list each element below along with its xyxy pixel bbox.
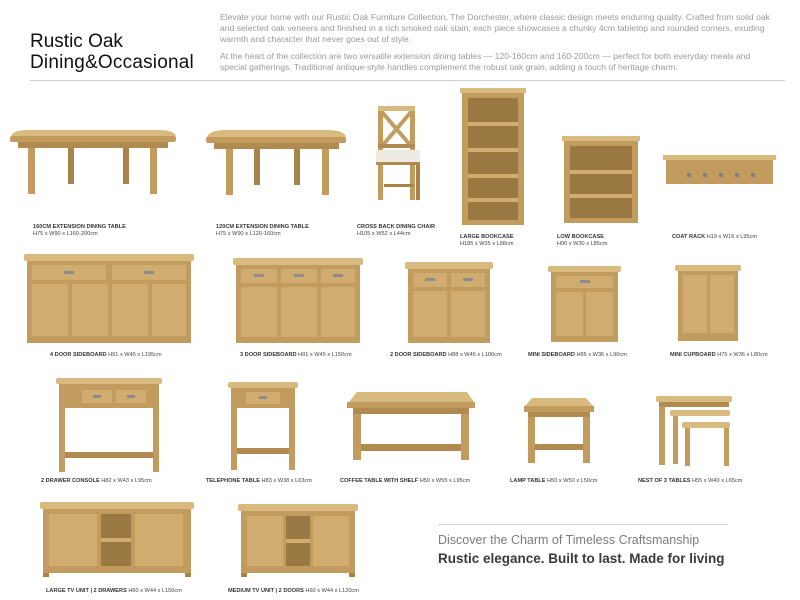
product-name: 3 DOOR SIDEBOARD [240, 352, 297, 358]
caption-telephone-table [206, 478, 312, 485]
caption-3-door-sideboard [240, 352, 352, 359]
header-divider [30, 80, 785, 81]
product-name: LARGE TV UNIT | 2 DRAWERS [46, 588, 127, 594]
product-name: CROSS BACK DINING CHAIR [357, 224, 436, 230]
caption-2-door-sideboard [390, 352, 502, 359]
product-dimensions: H19 x W16 x L95cm [706, 234, 758, 240]
product-dimensions: H75 x W90 x L160-200cm [33, 231, 98, 237]
caption-coat-rack [672, 234, 757, 241]
product-4-door-sideboard [24, 254, 196, 346]
product-dimensions: H60 x W44 x L120cm [305, 588, 359, 594]
caption-medium-tv-unit [228, 588, 359, 595]
product-medium-tv-unit [238, 504, 360, 578]
intro-paragraph-1: Elevate your home with our Rustic Oak Furniture Collection, The Dorchester, where classic design meets enduring quality. Crafted from solid oak and selected oak veneers and finished in a rich smoked oak stain, each piece showcases a chunky 4cm tabletop and rounded corners, exuding warmth and character that never goes out of style. [220, 12, 770, 44]
product-dimensions: H75 x W90 x L120-160cm [216, 231, 281, 237]
console-table-image [56, 378, 164, 474]
product-telephone-table [228, 382, 300, 472]
product-nest-of-tables [656, 396, 736, 468]
product-dimensions: H85 x W36 x L90cm [576, 352, 627, 358]
product-name: MINI SIDEBOARD [528, 352, 575, 358]
product-name: LARGE BOOKCASE [460, 234, 514, 240]
product-name: MINI CUPBOARD [670, 352, 716, 358]
dining-chair-image [374, 106, 424, 202]
intro-paragraph-2: At the heart of the collection are two versatile extension dining tables — 120-160cm and 160-200cm — perfect for both everyday meals and special gatherings. Traditional antique-style handles complement the robust oak grain, adding a touch of heritage charm. [220, 50, 751, 72]
caption-low-bookcase [557, 234, 607, 248]
caption-large-bookcase [460, 234, 513, 248]
product-dimensions: H55 x W40 x L65cm [691, 478, 743, 484]
product-lamp-table [522, 396, 596, 466]
large-bookcase-image [460, 88, 528, 228]
product-coat-rack [663, 155, 778, 187]
product-name: 120CM EXTENSION DINING TABLE [216, 224, 309, 230]
dining-table-160-image [8, 128, 178, 198]
mini-cupboard-image [675, 265, 743, 343]
product-coffee-table [345, 390, 477, 464]
caption-120cm-dining-table [216, 224, 309, 238]
product-low-bookcase [562, 136, 642, 226]
product-name: LAMP TABLE [510, 478, 546, 484]
coat-rack-image [663, 155, 778, 187]
dining-table-120-image [204, 128, 349, 198]
caption-coffee-table [340, 478, 470, 485]
product-160cm-dining-table [8, 128, 178, 198]
tagline-primary: Discover the Charm of Timeless Craftsmanship [438, 533, 700, 547]
product-name: TELEPHONE TABLE [206, 478, 260, 484]
caption-nest-of-tables [638, 478, 742, 485]
product-dimensions: H91 x W45 x L150cm [298, 352, 352, 358]
product-dimensions: H91 x W45 x L195cm [108, 352, 162, 358]
product-name: LOW BOOKCASE [557, 234, 604, 240]
collection-subtitle: Dining&Occasional [30, 52, 194, 73]
tagline-secondary: Rustic elegance. Built to last. Made for living [438, 551, 725, 566]
tagline-divider [438, 524, 728, 525]
caption-lamp-table [510, 478, 597, 485]
collection-title: Rustic Oak [30, 31, 123, 52]
product-name: 4 DOOR SIDEBOARD [50, 352, 107, 358]
caption-mini-cupboard [670, 352, 768, 359]
product-dimensions: H88 x W45 x L100cm [448, 352, 502, 358]
product-name: 2 DRAWER CONSOLE [41, 478, 100, 484]
product-name: 160CM EXTENSION DINING TABLE [33, 224, 126, 230]
product-name: MEDIUM TV UNIT | 2 DOORS [228, 588, 304, 594]
product-2-door-sideboard [405, 262, 495, 346]
caption-large-tv-unit [46, 588, 182, 595]
coffee-table-image [345, 390, 477, 464]
large-tv-unit-image [40, 502, 196, 578]
product-2-drawer-console [56, 378, 164, 474]
sideboard-3-door-image [233, 258, 365, 346]
product-large-tv-unit [40, 502, 196, 578]
product-name: NEST OF 3 TABLES [638, 478, 691, 484]
sideboard-4-door-image [24, 254, 196, 346]
mini-sideboard-image [548, 266, 623, 344]
intro-text [220, 12, 775, 79]
product-dimensions: H60 x W44 x L150cm [128, 588, 182, 594]
product-dimensions: H75 x W36 x L80cm [717, 352, 768, 358]
lamp-table-image [522, 396, 596, 466]
product-name: COFFEE TABLE WITH SHELF [340, 478, 419, 484]
caption-160cm-dining-table [33, 224, 126, 238]
medium-tv-unit-image [238, 504, 360, 578]
product-mini-sideboard [548, 266, 623, 344]
product-cross-back-chair [374, 106, 424, 202]
product-120cm-dining-table [204, 128, 349, 198]
product-dimensions: H50 x W50 x L50cm [547, 478, 598, 484]
product-large-bookcase [460, 88, 528, 228]
product-dimensions: H83 x W38 x L63cm [261, 478, 312, 484]
nest-of-tables-image [656, 396, 736, 468]
product-name: COAT RACK [672, 234, 706, 240]
product-name: 2 DOOR SIDEBOARD [390, 352, 447, 358]
caption-cross-back-chair [357, 224, 435, 238]
product-dimensions: H50 x W55 x L95cm [419, 478, 471, 484]
product-dimensions: H90 x W30 x L85cm [557, 241, 608, 247]
product-dimensions: H105 x W52 x L44cm [357, 231, 411, 237]
caption-2-drawer-console [41, 478, 152, 485]
low-bookcase-image [562, 136, 642, 226]
caption-mini-sideboard [528, 352, 627, 359]
telephone-table-image [228, 382, 300, 472]
sideboard-2-door-image [405, 262, 495, 346]
product-dimensions: H185 x W35 x L88cm [460, 241, 514, 247]
caption-4-door-sideboard [50, 352, 162, 359]
product-3-door-sideboard [233, 258, 365, 346]
product-dimensions: H82 x W43 x L95cm [101, 478, 152, 484]
product-mini-cupboard [675, 265, 743, 343]
